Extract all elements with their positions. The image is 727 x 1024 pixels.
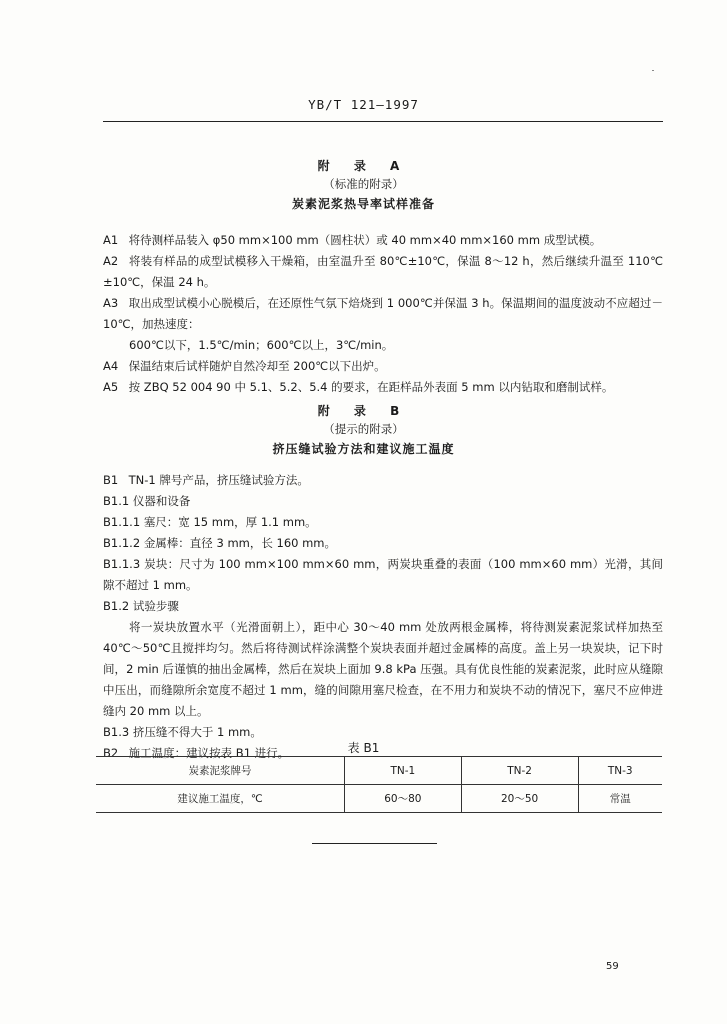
table-cell: 常温 (578, 785, 662, 813)
appendix-a-label: 附 录 A (317, 159, 410, 173)
clause-text: 塞尺：宽 15 mm，厚 1.1 mm。 (143, 515, 317, 529)
clause-number: A2 (103, 254, 119, 268)
clause-text: 仪器和设备 (132, 494, 191, 508)
clause-b1-1 (103, 491, 663, 512)
table-cell: 60～80 (345, 785, 462, 813)
clause-number: B1.1 (103, 494, 130, 508)
clause-text: 取出成型试模小心脱模后，在还原性气氛下焙烧到 1 000℃并保温 3 h。保温期间的温度波动不应超过－10℃，加热速度： (103, 296, 663, 331)
clause-b1-2 (103, 596, 663, 617)
clause-text: 试验步骤 (132, 599, 179, 613)
clause-text: 将装有样品的成型试模移入干燥箱，由室温升至 80℃±10℃，保温 8～12 h，然后继续升温至 110℃±10℃，保温 24 h。 (103, 254, 663, 289)
clause-b1-1-2 (103, 533, 663, 554)
clause-text: 将待测样品装入 φ50 mm×100 mm（圆柱状）或 40 mm×40 mm×160 mm 成型试模。 (128, 233, 602, 247)
clause-text: TN-1 牌号产品，挤压缝试验方法。 (128, 473, 309, 487)
appendix-a-subtitle: （标准的附录） (323, 177, 404, 191)
appendix-b-subtitle: （提示的附录） (323, 422, 404, 436)
table-row (96, 785, 662, 813)
table-row-header: 炭素泥浆牌号 (96, 757, 345, 785)
clause-number: B1.3 (103, 725, 130, 739)
clause-text: 金属棒：直径 3 mm，长 160 mm。 (143, 536, 337, 550)
table-row-header: 建议施工温度，℃ (96, 785, 345, 813)
clause-b1-2-procedure (103, 617, 663, 722)
table-b1 (96, 756, 662, 813)
clause-number: B1.1.1 (103, 515, 141, 529)
appendix-a-title: 炭素泥浆热导率试样准备 (291, 197, 435, 211)
end-rule (312, 843, 437, 844)
table-row (96, 757, 662, 785)
table-cell: TN-3 (578, 757, 662, 785)
clause-a3 (103, 293, 663, 335)
appendix-b-body (103, 470, 663, 764)
clause-number: B1.2 (103, 599, 130, 613)
clause-text: 保温结束后试样随炉自然冷却至 200℃以下出炉。 (128, 359, 386, 373)
clause-text: 炭块：尺寸为 100 mm×100 mm×60 mm，两炭块重叠的表面（100 mm×60 mm）光滑，其间隙不超过 1 mm。 (103, 557, 664, 592)
clause-text: 按 ZBQ 52 004 90 中 5.1、5.2、5.4 的要求，在距样品外表面 5 mm 以内钻取和磨制试样。 (128, 380, 614, 394)
clause-a2 (103, 251, 663, 293)
clause-b1-1-3 (103, 554, 663, 596)
clause-number: A1 (103, 233, 119, 247)
scan-speck (652, 70, 654, 71)
appendix-b-label: 附 录 B (317, 404, 410, 418)
page-number: 59 (606, 961, 619, 972)
clause-a1 (103, 230, 663, 251)
appendix-b-title: 挤压缝试验方法和建议施工温度 (272, 442, 455, 456)
table-caption: 表 B1 (347, 741, 380, 755)
clause-b1 (103, 470, 663, 491)
clause-text: 施工温度：建议按表 B1 进行。 (128, 746, 290, 760)
clause-text: 600℃以下，1.5℃/min；600℃以上，3℃/min。 (129, 338, 394, 352)
clause-text: 挤压缝不得大于 1 mm。 (132, 725, 262, 739)
clause-text: 将一炭块放置水平（光滑面朝上），距中心 30～40 mm 处放两根金属棒，将待测炭素泥浆试样加热至 40℃～50℃且搅拌均匀。然后将待测试样涂满整个炭块表面并超过金属棒的高度。盖上另一块炭块，记下时间，2 min 后谨慎的抽出金属棒，然后在炭块上面加 9.8 kPa 压强。具有优良性能的炭素泥浆，此时应从缝隙中压出，而缝隙所余宽度不超过 1 mm，缝的间隙用塞尺检查，在不用力和炭块不动的情况下，塞尺不应伸进缝内 20 mm 以上。 (103, 620, 663, 718)
clause-number: A4 (103, 359, 119, 373)
clause-number: B1.1.3 (103, 557, 141, 571)
clause-a3-rates (103, 335, 663, 356)
clause-number: B1 (103, 473, 119, 487)
clause-b1-1-1 (103, 512, 663, 533)
clause-a4 (103, 356, 663, 377)
table-cell: 20～50 (461, 785, 578, 813)
header-rule (103, 121, 663, 122)
clause-number: A3 (103, 296, 119, 310)
clause-number: B2 (103, 746, 119, 760)
table-cell: TN-1 (345, 757, 462, 785)
table-cell: TN-2 (461, 757, 578, 785)
appendix-a-body (103, 230, 663, 398)
clause-number: B1.1.2 (103, 536, 141, 550)
document-code: YB/T 121—1997 (308, 97, 419, 112)
clause-a5 (103, 377, 663, 398)
clause-number: A5 (103, 380, 119, 394)
